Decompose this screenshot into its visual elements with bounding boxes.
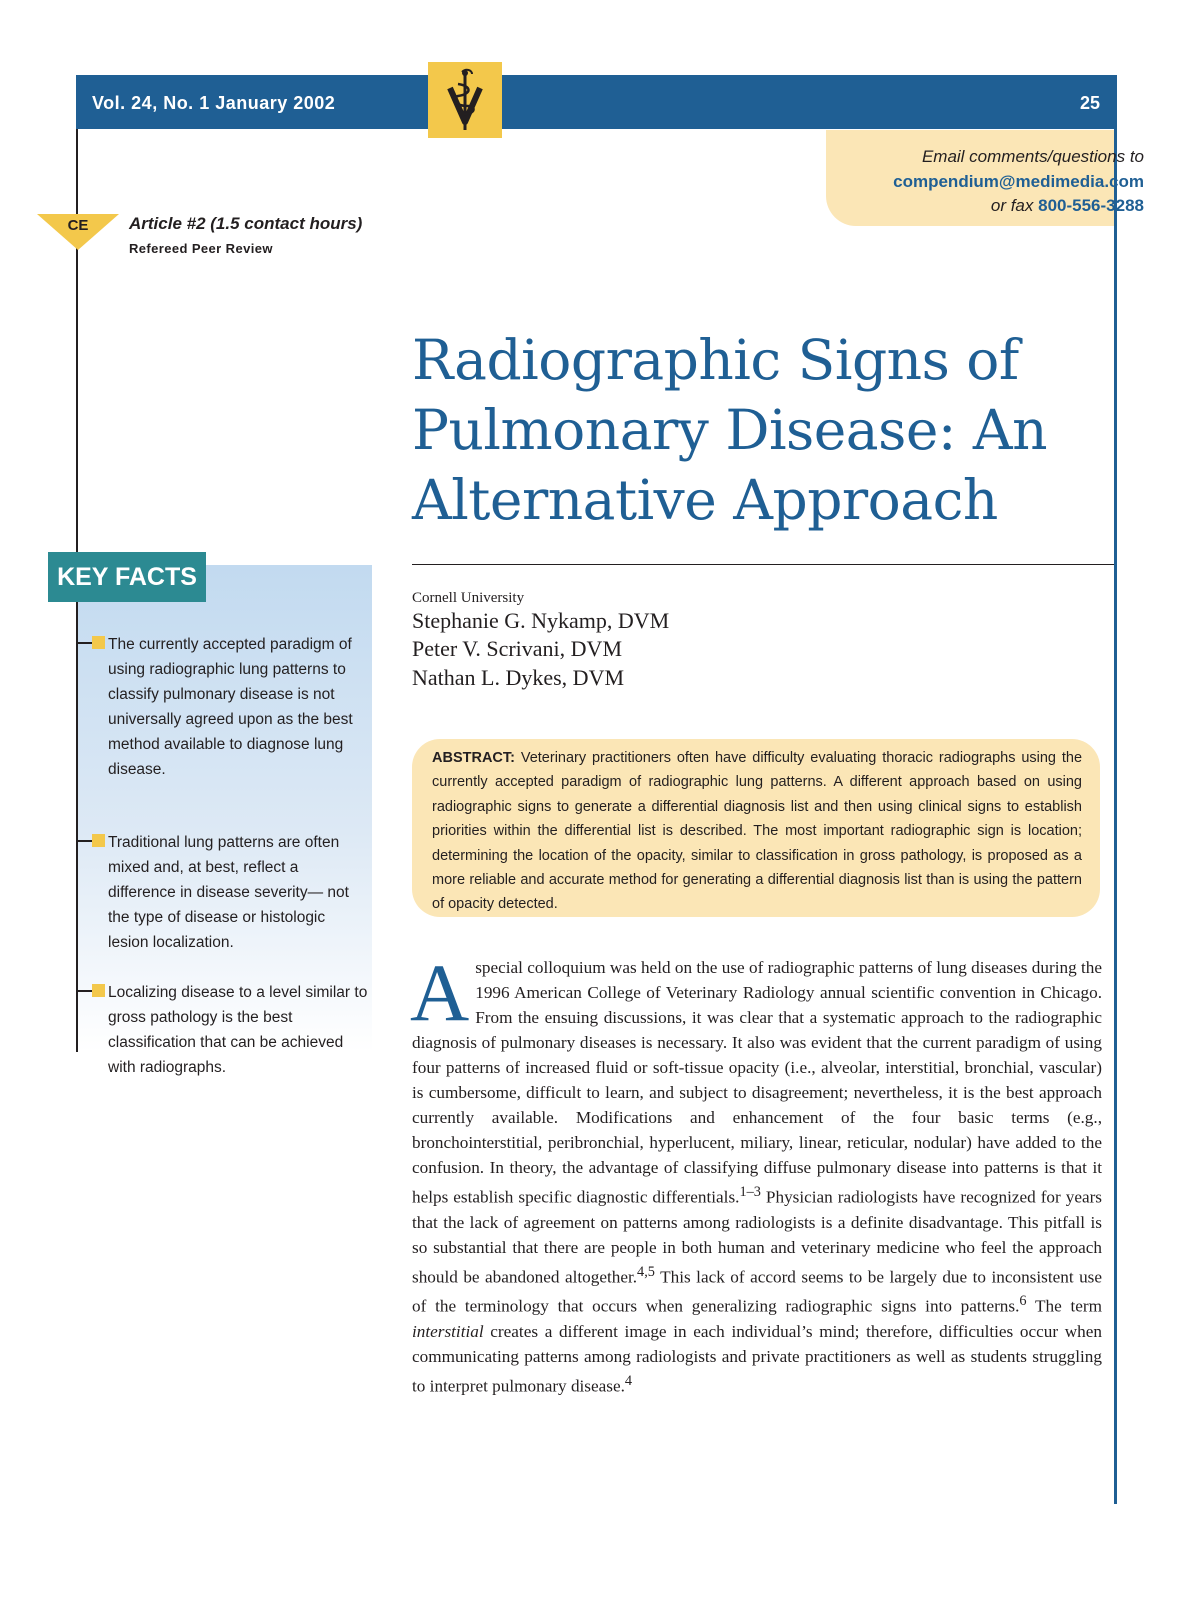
- bullet-square-icon: [92, 834, 105, 847]
- title-divider: [412, 564, 1114, 565]
- body-text: special colloquium was held on the use of radiographic patterns of lung diseases during the 1996 American College of Veterinary Radiology annual scientific convention in Chicago. From the ensuing discussions, it was clear that a systematic approach to the radiographic diagnosis of pulmonary diseases is necessary. It also was evident that the current paradigm of using four patterns of increased fluid or soft-tissue opacity (i.e., alveolar, interstitial, bronchial, vascular) is cumbersome, difficult to learn, and subject to disagreement; nevertheless, it is the best approach currently available. Modifications and enhancement of the four basic terms (e.g., bronchointerstitial, peribronchial, hyperlucent, miliary, linear, reticular, nodular) have added to the confusion. In theory, the advantage of classifying diffuse pulmonary disease into patterns is that it helps establish specific diagnostic differentials.: [412, 958, 1102, 1207]
- page-frame-right: [1114, 129, 1117, 1504]
- body-text: Physician radiologists have recognized for years that the lack of agreement on patterns among radiologists is a definite disadvantage. This pitfall is so substantial that there are people in both human and veterinary medicine who feel the approach should be abandoned altogether.: [412, 1187, 1102, 1287]
- key-fact-text: Localizing disease to a level similar to gross pathology is the best classification that can be achieved with radiographs.: [108, 984, 368, 1076]
- fax-number: 800-556-3288: [1038, 196, 1144, 215]
- connector-line: [78, 642, 92, 644]
- review-type: Refereed Peer Review: [129, 241, 273, 256]
- body-text: This lack of accord seems to be largely due to inconsistent use of the terminology that occurs when generalizing radiographic signs into patterns.: [412, 1267, 1103, 1317]
- page-number: 25: [1079, 93, 1100, 113]
- key-fact-text: Traditional lung patterns are often mixed and, at best, reflect a difference in disease severity— not the type of disease or histologic lesion localization.: [108, 834, 349, 951]
- body-paragraph: [410, 947, 1103, 1399]
- italic-term: interstitial: [412, 1322, 484, 1342]
- contact-fax: [991, 196, 1144, 216]
- ce-badge: [37, 214, 119, 252]
- body-text: creates a different image in each individual’s mind; therefore, difficulties occur when communicating patterns among radiologists and private practitioners as well as students struggling to interpret pulmonary disease.: [412, 1322, 1102, 1396]
- contact-line: Email comments/questions to: [921, 147, 1144, 166]
- key-fact-text: The currently accepted paradigm of using radiographic lung patterns to classify pulmonary disease is not universally agreed upon as the best method available to diagnose lung disease.: [108, 636, 353, 778]
- reference: 4: [624, 1373, 633, 1390]
- title-line: Radiographic Signs of: [412, 328, 1019, 392]
- bullet-square-icon: [92, 636, 105, 649]
- journal-logo: [428, 62, 502, 138]
- connector-line: [78, 990, 92, 992]
- article-number: Article #2 (1.5 contact hours): [129, 214, 363, 233]
- fax-prefix: or fax: [990, 196, 1034, 215]
- affiliation: Cornell University: [412, 590, 525, 606]
- connector-line: [78, 840, 92, 842]
- reference: 6: [1019, 1293, 1027, 1310]
- abstract-text: Veterinary practitioners often have difficulty evaluating thoracic radiographs using the currently accepted paradigm of radiographic lung patterns. A different approach based on using radiographic signs to generate a differential diagnosis list and then using clinical signs to establish priorities within the differential list is described. The most important radiographic sign is location; determining the location of the opacity, similar to classification in gross pathology, is proposed as a more reliable and accurate method for generating a differential diagnosis list than is using the pattern of opacity detected.: [432, 750, 1083, 913]
- ce-badge-label: CE: [67, 217, 89, 234]
- drop-cap: A: [410, 947, 470, 1038]
- caduceus-v-icon: [428, 62, 502, 138]
- title-line: Pulmonary Disease: An: [412, 398, 1048, 462]
- contact-email[interactable]: compendium@medimedia.com: [893, 172, 1144, 191]
- abstract: [432, 746, 1082, 917]
- author: Stephanie G. Nykamp, DVM: [412, 608, 670, 633]
- reference: 1–3: [739, 1184, 761, 1200]
- article-title: [412, 325, 1112, 535]
- body-text: The term: [1026, 1297, 1102, 1317]
- issue-info: Vol. 24, No. 1 January 2002: [92, 93, 336, 113]
- title-line: Alternative Approach: [412, 468, 998, 532]
- bullet-square-icon: [92, 984, 105, 997]
- key-facts-heading: KEY FACTS: [48, 552, 206, 602]
- author: Nathan L. Dykes, DVM: [412, 665, 625, 690]
- reference: 4,5: [637, 1263, 655, 1280]
- abstract-label: ABSTRACT:: [432, 750, 515, 766]
- author: Peter V. Scrivani, DVM: [412, 636, 623, 661]
